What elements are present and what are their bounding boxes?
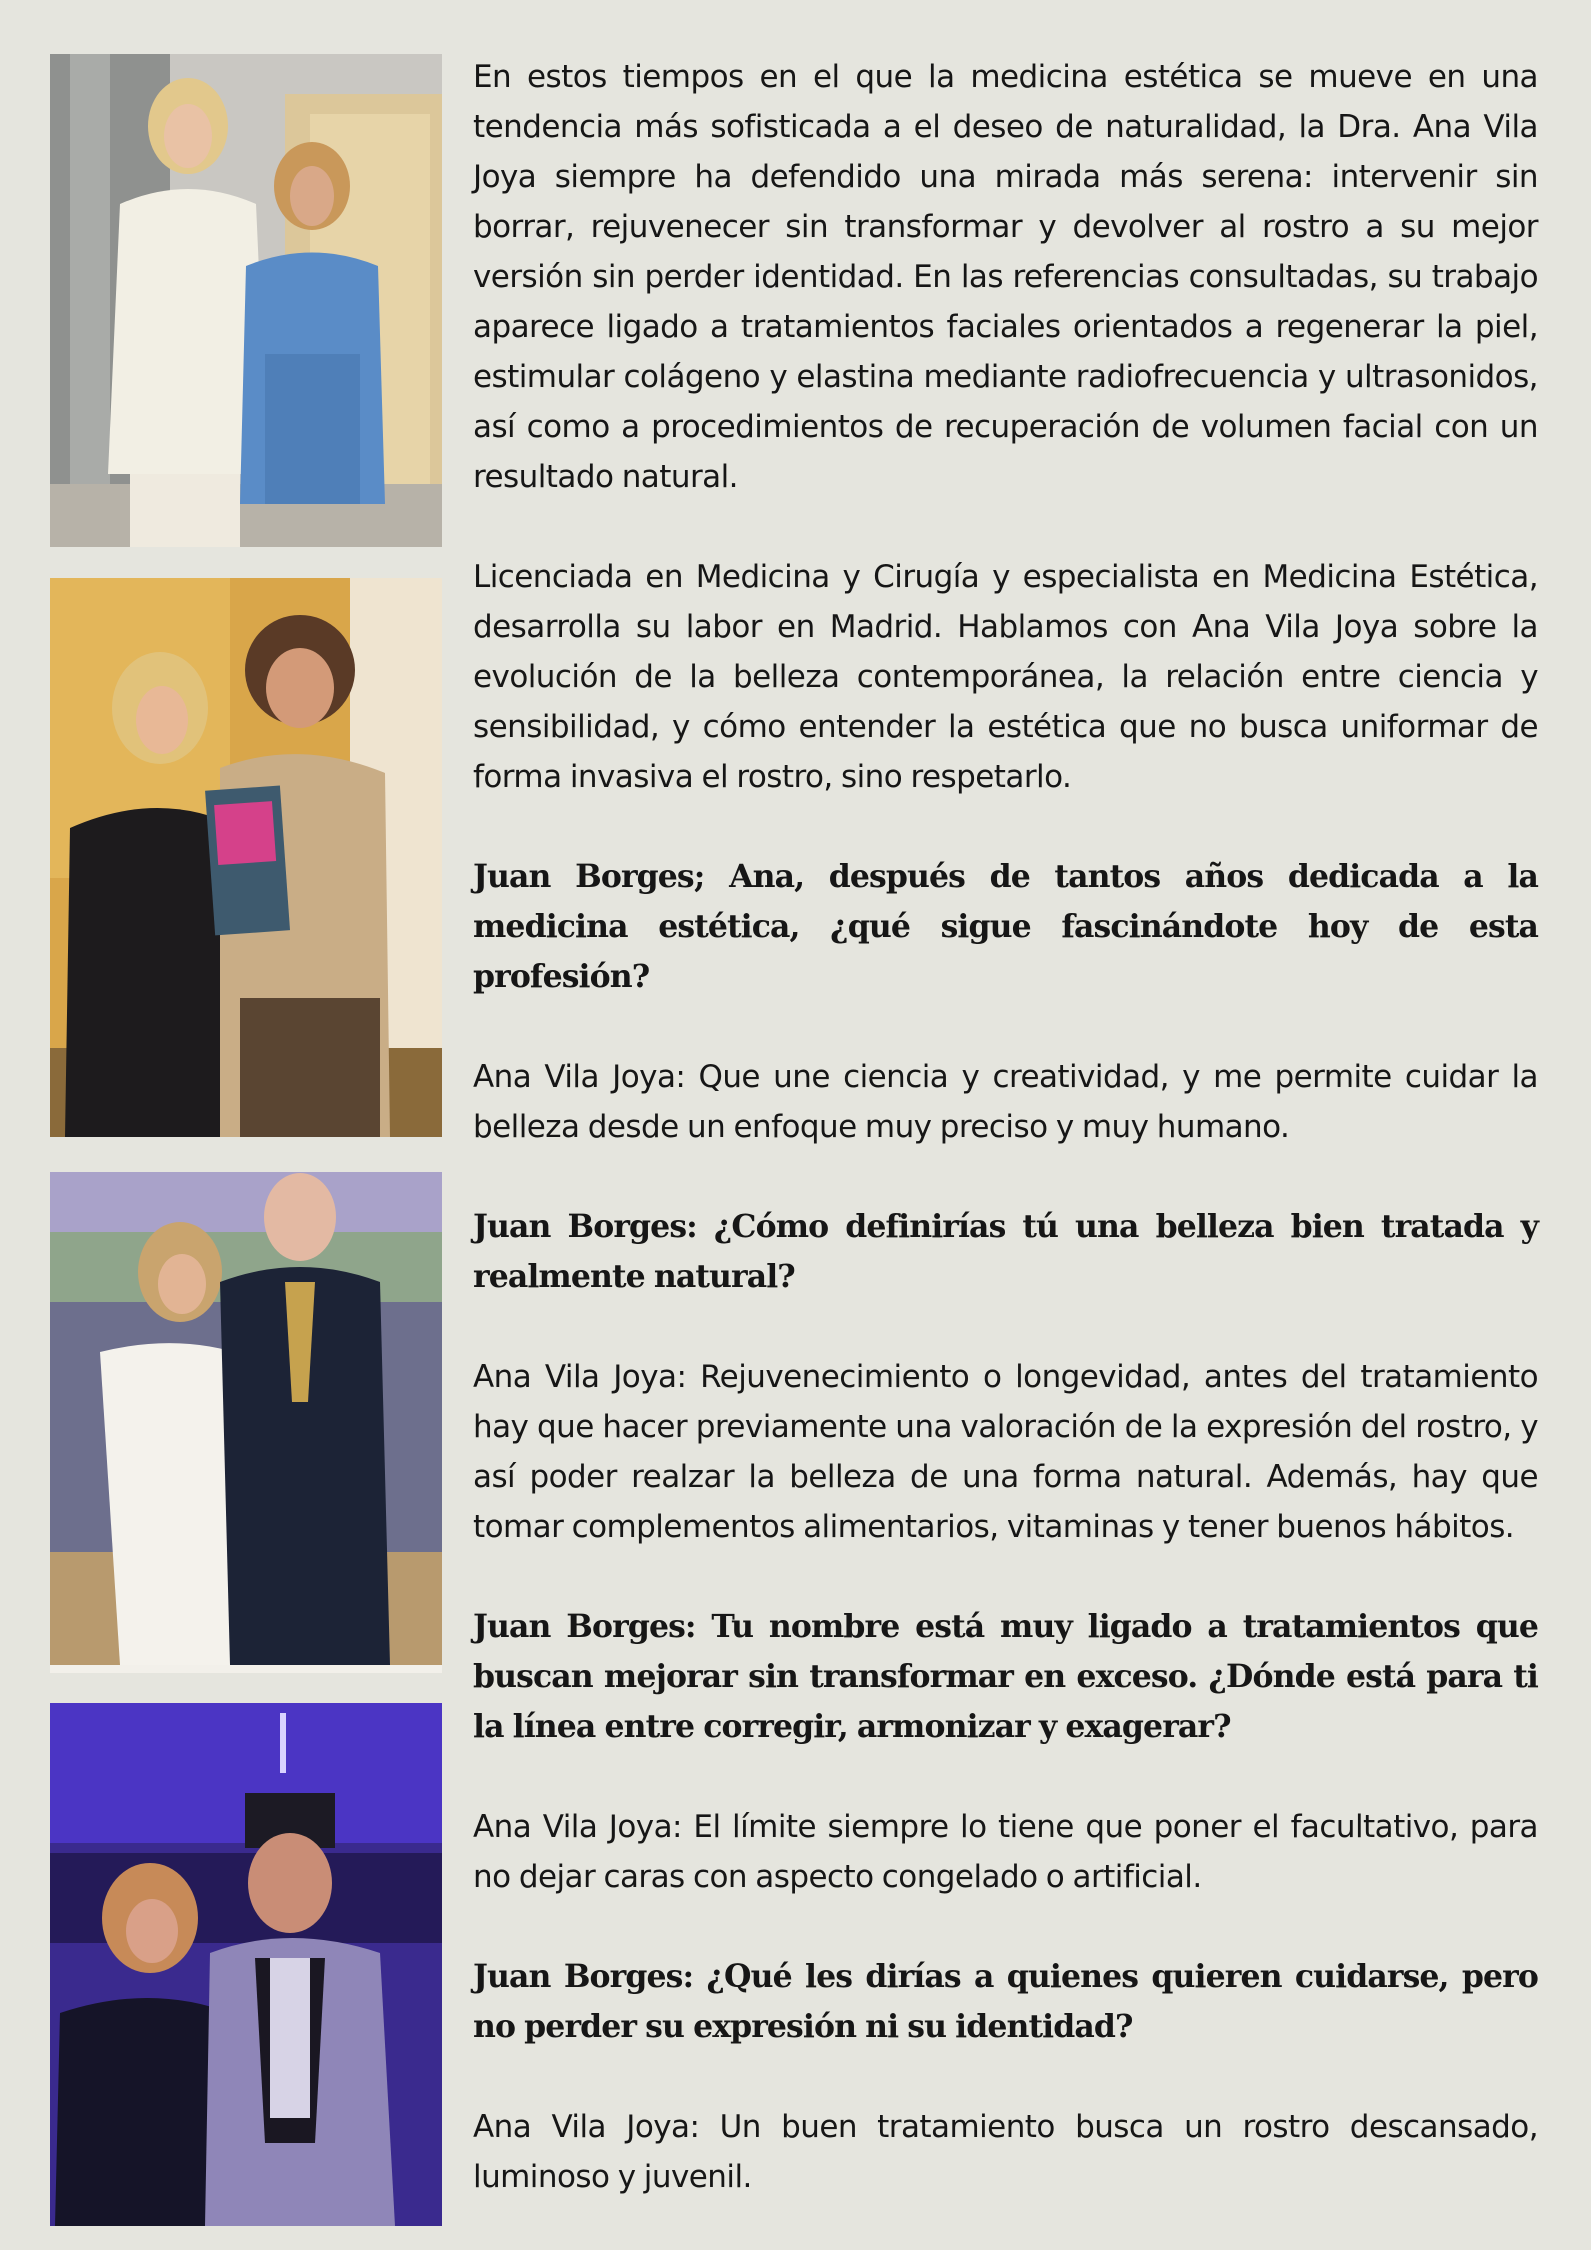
intro-paragraph-2: Licenciada en Medicina y Cirugía y especialista en Medicina Estética, desarrolla su labor en Madrid. Hablamos con Ana Vila Joya sobre la evolución de la belleza contemporánea, la relación entre ciencia y sensibilidad, y cómo entender la estética que no busca uniformar de forma invasiva el rostro, sino respetarlo.: [473, 559, 1538, 795]
photo-party-couple: [50, 1703, 442, 2226]
question-1: Juan Borges; Ana, después de tantos años dedicada a la medicina estética, ¿qué sigue fascinándote hoy de esta profesión?: [473, 858, 1538, 995]
answer-4: Ana Vila Joya: Un buen tratamiento busca un rostro descansado, luminoso y juvenil.: [473, 2109, 1538, 2195]
photo-two-women-clinic-image: [50, 54, 442, 547]
photo-party-couple-image: [50, 1703, 442, 2226]
intro-paragraph-1: En estos tiempos en el que la medicina estética se mueve en una tendencia más sofisticada a el deseo de naturalidad, la Dra. Ana Vila Joya siempre ha defendido una mirada más serena: intervenir sin borrar, rejuvenecer sin transformar y devolver al rostro a su mejor versión sin perder identidad. En las referencias consultadas, su trabajo aparece ligado a tratamientos faciales orientados a regenerar la piel, estimular colágeno y elastina mediante radiofrecuencia y ultrasonidos, así como a procedimientos de recuperación de volumen facial con un resultado natural.: [473, 59, 1538, 495]
photo-two-women-clinic: [50, 54, 442, 547]
answer-2: Ana Vila Joya: Rejuvenecimiento o longevidad, antes del tratamiento hay que hacer previamente una valoración de la expresión del rostro, y así poder realzar la belleza de una forma natural. Además, hay que tomar complementos alimentarios, vitaminas y tener buenos hábitos.: [473, 1359, 1538, 1545]
answer-3: Ana Vila Joya: El límite siempre lo tiene que poner el facultativo, para no dejar caras con aspecto congelado o artificial.: [473, 1809, 1538, 1895]
photo-two-women-magazine: [50, 578, 442, 1137]
question-4: Juan Borges: ¿Qué les dirías a quienes quieren cuidarse, pero no perder su expresión ni su identidad?: [473, 1958, 1538, 2045]
question-2: Juan Borges: ¿Cómo definirías tú una belleza bien tratada y realmente natural?: [473, 1208, 1538, 1295]
photo-two-women-magazine-image: [50, 578, 442, 1137]
question-3: Juan Borges: Tu nombre está muy ligado a tratamientos que buscan mejorar sin transformar en exceso. ¿Dónde está para ti la línea entre corregir, armonizar y exagerar?: [473, 1608, 1538, 1745]
photo-gala-couple: [50, 1172, 442, 1673]
photo-gala-couple-image: [50, 1172, 442, 1673]
article-body: [473, 52, 1538, 2202]
answer-1: Ana Vila Joya: Que une ciencia y creatividad, y me permite cuidar la belleza desde un enfoque muy preciso y muy humano.: [473, 1059, 1538, 1145]
